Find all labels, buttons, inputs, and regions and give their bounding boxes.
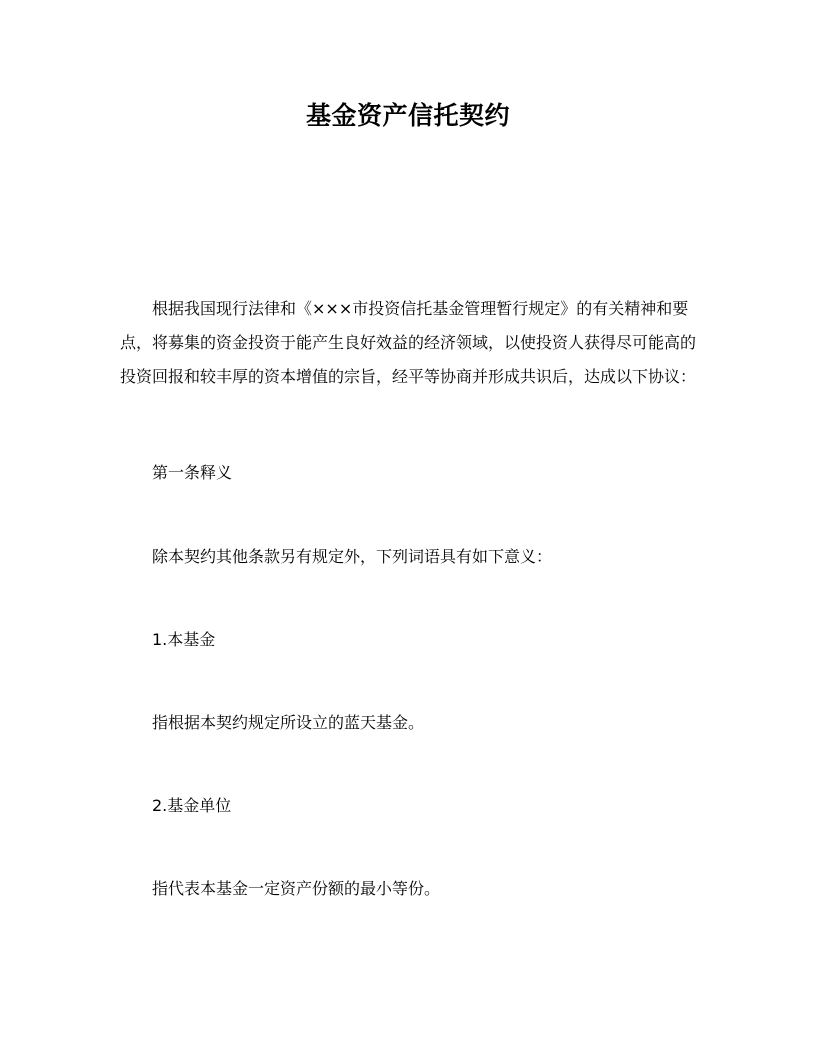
article-1-heading: 第一条释义	[152, 463, 233, 482]
term-2-heading: 2.基金单位	[152, 796, 232, 815]
term-2-definition: 指代表本基金一定资产份额的最小等份。	[152, 879, 441, 898]
document-title: 基金资产信托契约	[305, 101, 510, 130]
term-1-definition: 指根据本契约规定所设立的蓝天基金。	[152, 713, 425, 732]
article-1-lead: 除本契约其他条款另有规定外，下列词语具有如下意义：	[152, 547, 553, 566]
term-1-heading: 1.本基金	[152, 630, 216, 649]
intro-paragraph: 根据我国现行法律和《×××市投资信托基金管理暂行规定》的有关精神和要点，将募集的资金投资于能产生良好效益的经济领域，以使投资人获得尽可能高的投资回报和较丰厚的资本增值的宗旨，经平等协商并形成共识后，达成以下协议：	[120, 299, 697, 386]
